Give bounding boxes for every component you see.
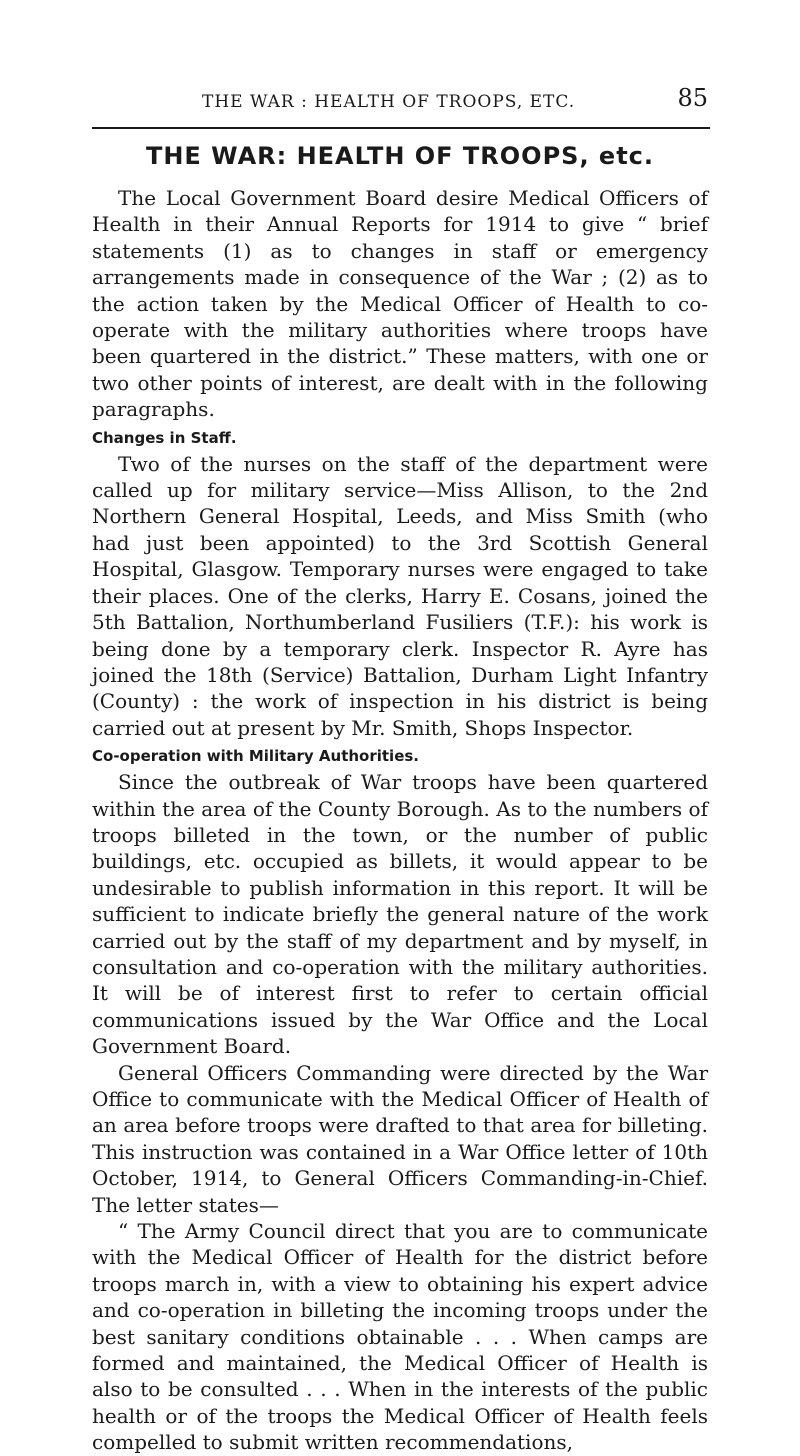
running-title: THE WAR : HEALTH OF TROOPS, ETC. [202,92,576,112]
running-header [92,84,708,116]
page-number: 85 [677,84,708,112]
cooperation-paragraph-1: Since the outbreak of War troops have been quartered within the area of the County Borough. As to the numbers of troops billeted in the town, or the number of public buildings, etc. occupied as billets, it would appear to be undesirable to publish information in this report. It will be sufficient to indicate briefly the general nature of the work carried out by the staff of my department and by myself, in consultation and co-operation with the military authorities. It will be of interest first to refer to certain official communications issued by the War Office and the Local Government Board. [92,770,708,1059]
cooperation-quote: “ The Army Council direct that you are to communicate with the Medical Officer of Health for the district before troops march in, with a view to obtaining his expert advice and co-operation in billeting the incoming troops under the best sanitary conditions obtainable . . . When camps are formed and maintained, the Medical Officer of Health is also to be consulted . . . When in the interests of the public health or of the troops the Medical Officer of Health feels compelled to submit written recommendations, [92,1219,708,1455]
body-text [92,185,708,1456]
cooperation-heading: Co-operation with Military Authorities. [92,747,419,766]
intro-paragraph: The Local Government Board desire Medical Officers of Health in their Annual Reports for 1914 to give “ brief statements (1) as to changes in staff or emergency arrangements made in consequence of the War ; (2) as to the action taken by the Medical Officer of Health to co-operate with the military authorities where troops have been quartered in the district.” These matters, with one or two other points of interest, are dealt with in the following paragraphs. [92,186,708,422]
section-title: THE WAR: HEALTH OF TROOPS, etc. [145,142,655,170]
header-rule [92,127,710,129]
staff-heading: Changes in Staff. [92,428,237,447]
cooperation-paragraph-2: General Officers Commanding were directed by the War Office to communicate with the Medical Officer of Health of an area before troops were drafted to that area for billeting. This instruction was contained in a War Office letter of 10th October, 1914, to General Officers Commanding-in-Chief. The letter states— [92,1060,708,1217]
staff-paragraph: Two of the nurses on the staff of the department were called up for military service—Miss Allison, to the 2nd Northern General Hospital, Leeds, and Miss Smith (who had just been appointed) to the 3rd Scottish General Hospital, Glasgow. Temporary nurses were engaged to take their places. One of the clerks, Harry E. Cosans, joined the 5th Battalion, Northumberland Fusiliers (T.F.): his work is being done by a temporary clerk. Inspector R. Ayre has joined the 18th (Service) Battalion, Durham Light Infantry (County) : the work of inspection in his district is being carried out at present by Mr. Smith, Shops Inspector. [92,451,708,740]
